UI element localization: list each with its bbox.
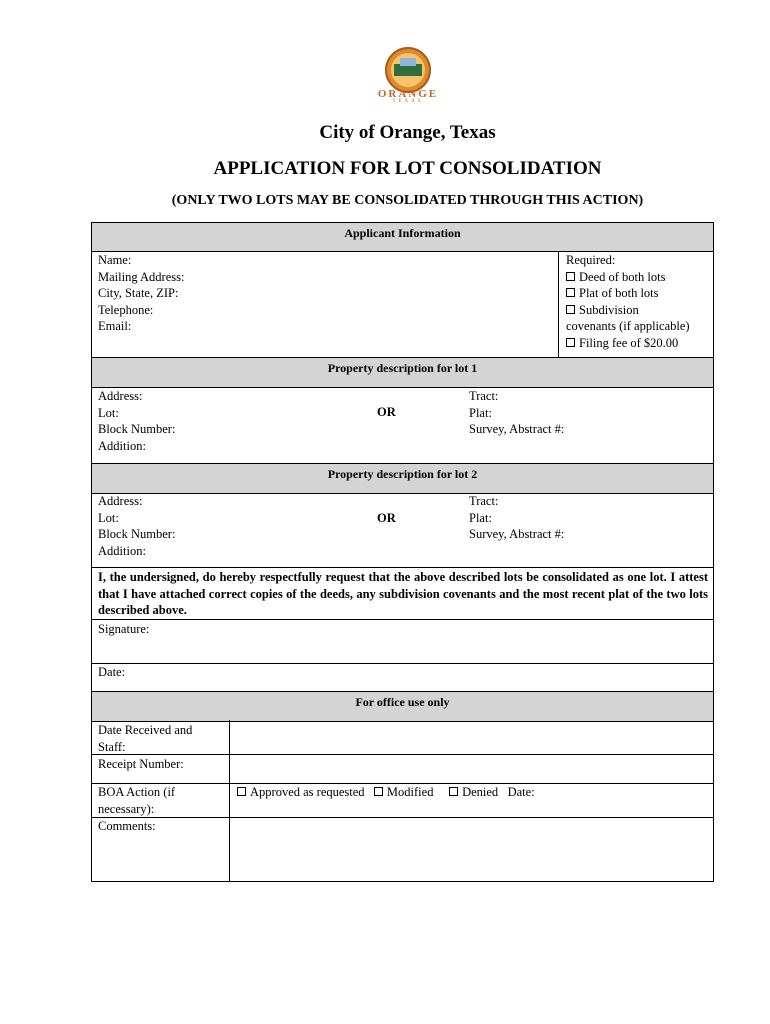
lot2-left-fields: [98, 493, 175, 559]
approved-option[interactable]: Approved as requested: [237, 785, 365, 799]
lot2-address-field[interactable]: Address:: [98, 494, 143, 508]
office-section-header: [92, 691, 713, 722]
city-state-zip-field[interactable]: City, State, ZIP:: [98, 286, 179, 300]
date-label[interactable]: Date:: [98, 665, 126, 679]
lot2-right-fields: [469, 493, 564, 543]
required-list: [566, 252, 690, 351]
office-column-divider: [229, 720, 230, 882]
name-field[interactable]: Name:: [98, 253, 132, 267]
logo-wordmark: ORANGE: [377, 88, 439, 100]
lot1-or-label: OR: [377, 405, 396, 419]
mailing-address-field[interactable]: Mailing Address:: [98, 269, 185, 284]
applicant-section-header: [92, 223, 713, 252]
email-field[interactable]: Email:: [98, 319, 132, 333]
lot2-lot-field[interactable]: Lot:: [98, 510, 119, 525]
signature-top-rule: [92, 619, 713, 620]
lot2-section-header: [92, 463, 713, 494]
receipt-number-label: Receipt Number:: [98, 757, 184, 771]
lot2-plat-field[interactable]: Plat:: [469, 510, 492, 525]
application-form: [91, 222, 714, 882]
required-plat[interactable]: Plat of both lots: [566, 285, 690, 302]
applicant-divider: [558, 251, 559, 357]
applicant-heading: Applicant Information: [344, 226, 461, 240]
form-subtitle: (ONLY TWO LOTS MAY BE CONSOLIDATED THROUGH THIS ACTION): [171, 193, 644, 208]
declaration-top-rule: [92, 567, 713, 568]
declaration-text: I, the undersigned, do hereby respectfully request that the above described lots be consolidated as one lot. I attest that I have attached correct copies of the deeds, any subdivision covenants and the most recent plat of the two lots described above.: [98, 570, 708, 617]
checkbox-icon[interactable]: [566, 288, 575, 297]
lot2-tract-field[interactable]: Tract:: [469, 494, 499, 508]
lot1-section-header: [92, 357, 713, 388]
lot1-plat-field[interactable]: Plat:: [469, 405, 492, 420]
boa-action-label: BOA Action (if necessary):: [98, 785, 176, 816]
office-heading: For office use only: [355, 695, 450, 709]
lot1-heading: Property description for lot 1: [327, 361, 478, 375]
lot2-survey-field[interactable]: Survey, Abstract #:: [469, 527, 565, 541]
lot1-block-field[interactable]: Block Number:: [98, 422, 176, 436]
telephone-field[interactable]: Telephone:: [98, 302, 154, 317]
lot1-left-fields: [98, 388, 175, 454]
lot2-or-label: OR: [377, 511, 396, 525]
signature-label[interactable]: Signature:: [98, 622, 150, 636]
date-received-label: Date Received and Staff:: [98, 723, 193, 754]
boa-date-label[interactable]: Date:: [507, 785, 535, 799]
lot2-heading: Property description for lot 2: [327, 467, 478, 481]
checkbox-icon[interactable]: [566, 272, 575, 281]
required-label: Required:: [566, 253, 616, 267]
lot1-addition-field[interactable]: Addition:: [98, 438, 146, 453]
required-covenants-cont: covenants (if applicable): [566, 319, 690, 333]
lot2-block-field[interactable]: Block Number:: [98, 527, 176, 541]
comments-label: Comments:: [98, 819, 156, 833]
lot1-tract-field[interactable]: Tract:: [469, 389, 499, 403]
required-fee[interactable]: Filing fee of $20.00: [566, 335, 690, 352]
checkbox-icon[interactable]: [566, 338, 575, 347]
receipt-top-rule: [92, 754, 713, 755]
applicant-fields: [98, 252, 184, 335]
lot2-addition-field[interactable]: Addition:: [98, 543, 146, 558]
lot1-lot-field[interactable]: Lot:: [98, 405, 119, 420]
lot1-survey-field[interactable]: Survey, Abstract #:: [469, 422, 565, 436]
boa-options: [237, 784, 535, 801]
denied-option[interactable]: Denied: [449, 785, 498, 799]
required-covenants[interactable]: Subdivision: [566, 302, 690, 319]
comments-top-rule: [92, 817, 713, 818]
modified-option[interactable]: Modified: [374, 785, 434, 799]
required-deed[interactable]: Deed of both lots: [566, 269, 690, 286]
lot1-right-fields: [469, 388, 564, 438]
form-title: APPLICATION FOR LOT CONSOLIDATION: [213, 158, 602, 179]
checkbox-icon[interactable]: [237, 787, 246, 796]
lot1-address-field[interactable]: Address:: [98, 389, 143, 403]
city-title: City of Orange, Texas: [319, 122, 496, 143]
checkbox-icon[interactable]: [449, 787, 458, 796]
checkbox-icon[interactable]: [374, 787, 383, 796]
date-top-rule: [92, 663, 713, 664]
checkbox-icon[interactable]: [566, 305, 575, 314]
logo-subtext: TEXAS: [392, 99, 424, 104]
